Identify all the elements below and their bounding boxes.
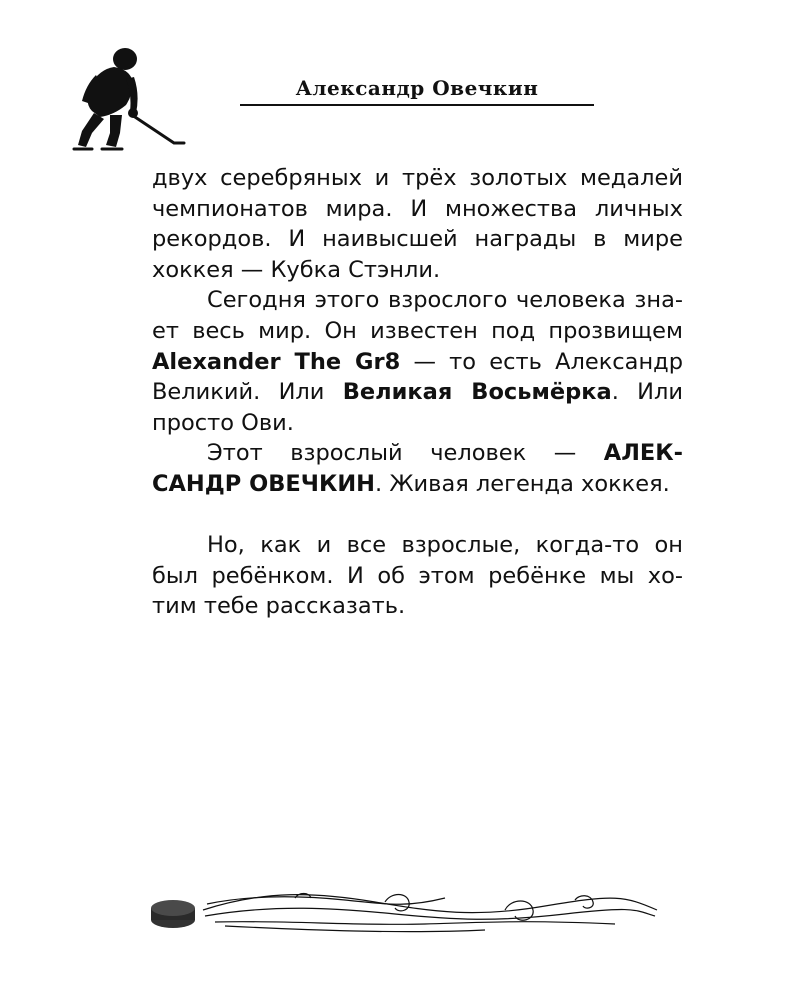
text-line: ет весь мир. Он известен под прозвищем — [152, 317, 683, 344]
text-line: чемпионатов мира. И множества личных — [152, 195, 683, 222]
running-title: Александр Овечкин — [295, 76, 539, 100]
text-line: просто Ови. — [152, 409, 294, 436]
nickname-bold: Alexander The Gr8 — [152, 348, 401, 375]
text-fragment: Великий. Или — [152, 379, 325, 406]
text-fragment: — то есть Александр — [400, 348, 684, 375]
text-line — [152, 347, 683, 378]
text-line: тим тебе рассказать. — [152, 593, 406, 620]
hockey-player-silhouette-icon — [70, 45, 195, 165]
paragraph-gap — [152, 500, 683, 531]
title-underline — [240, 104, 594, 106]
text-line: двух серебряных и трёх золотых медалей — [152, 165, 683, 191]
hockey-puck-swirl-icon — [145, 880, 665, 940]
text-fragment: Этот взрослый человек — — [207, 440, 604, 467]
text-line: Но, как и все взрослые, когда-то он — [207, 532, 683, 559]
text-line — [152, 469, 683, 500]
text-fragment: . Живая легенда хоккея. — [375, 470, 670, 497]
body-text — [152, 163, 683, 622]
text-line: был ребёнком. И об этом ребёнке мы хо- — [152, 562, 683, 589]
name-bold: АЛЕК- — [603, 440, 683, 467]
text-line: хоккея — Кубка Стэнли. — [152, 256, 441, 283]
text-line — [152, 438, 683, 469]
text-line — [152, 377, 683, 408]
text-line: Сегодня этого взрослого человека зна- — [207, 287, 683, 314]
text-line: рекордов. И наивысшей награды в мире — [152, 226, 683, 253]
nickname-bold: Великая Восьмёрка — [342, 379, 612, 406]
text-fragment: . Или — [611, 379, 683, 406]
name-bold: САНДР ОВЕЧКИН — [152, 470, 376, 497]
